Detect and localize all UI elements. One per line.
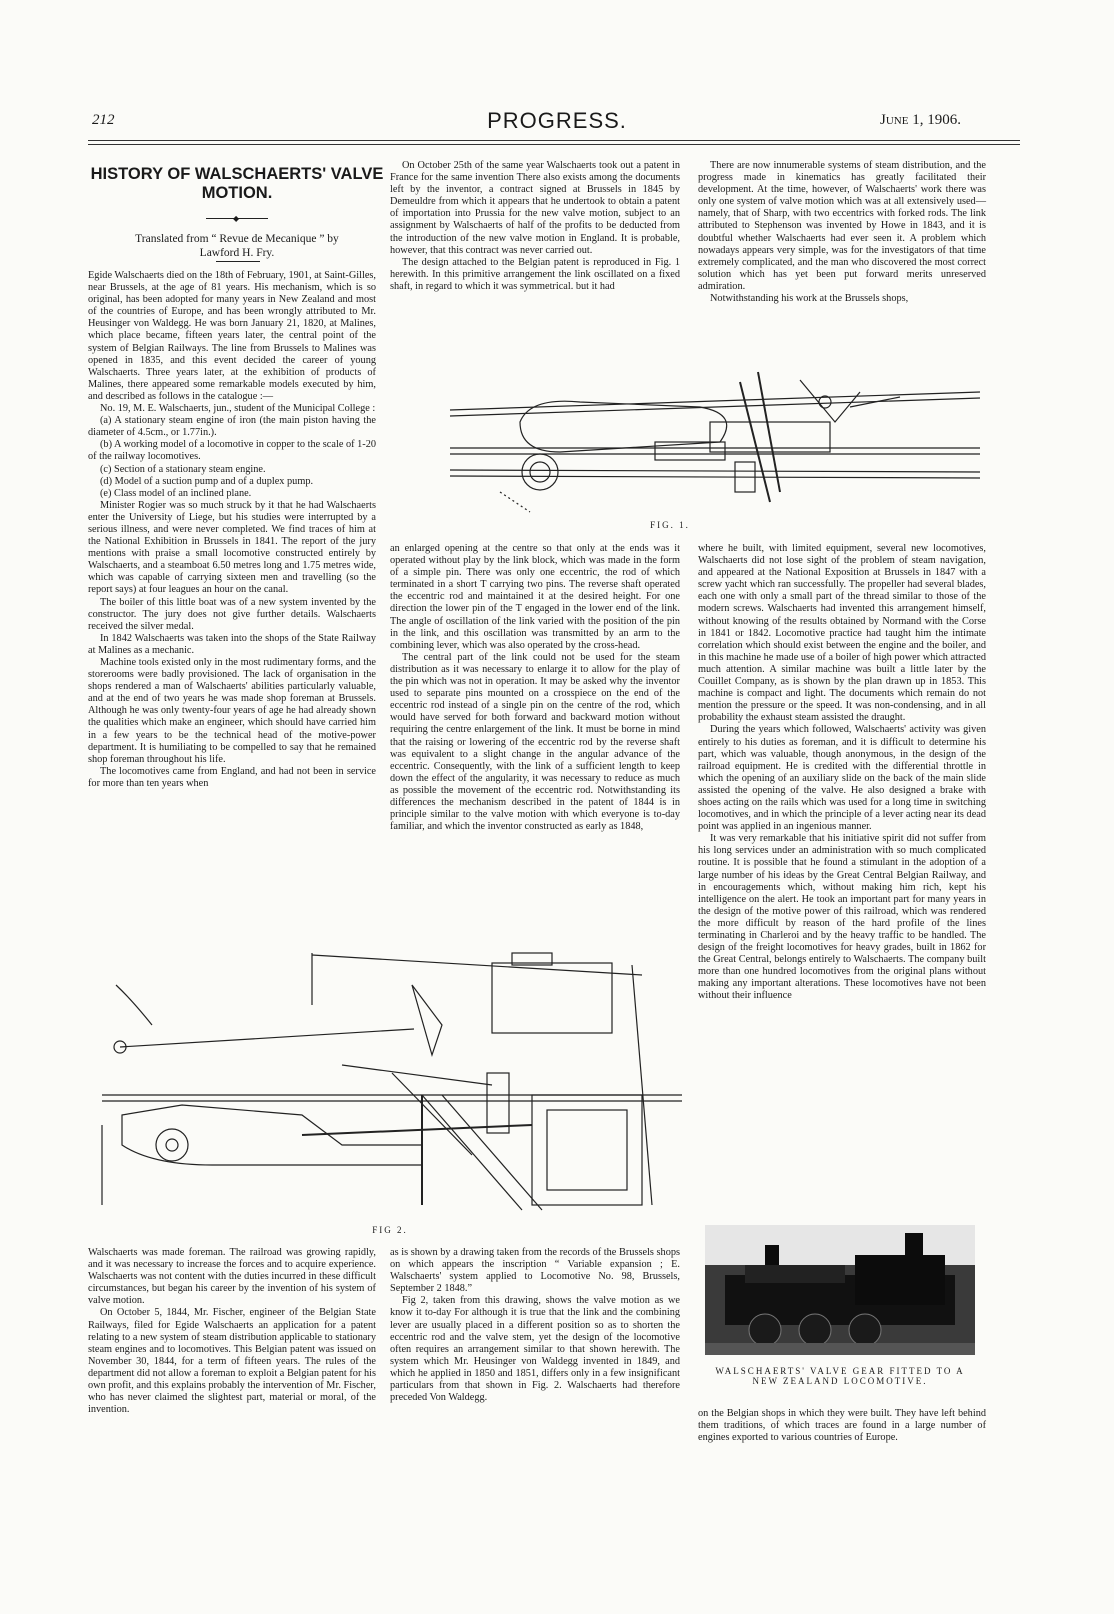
header-rule-double bbox=[88, 144, 1020, 145]
list-item: (c) Section of a stationary steam engine. bbox=[100, 463, 266, 475]
column-2-mid bbox=[390, 543, 680, 833]
paragraph: Notwithstanding his work at the Brussels shops, bbox=[710, 293, 909, 305]
paragraph: Machine tools existed only in the most rudimentary forms, and the storerooms were badly provisioned. The lack of organisation in the shops rendered a man of Walschaerts' abilities particularly valuable, and at the end of two years he was made shop foreman at Brussels. Although he was only twenty-four years of age he had already shown the qualities which make an engineer, which should have carried him in a few years to be the technical head of the motive-power department. It is humiliating to be compelled to say that he remained shop foreman throughout his life. bbox=[88, 657, 376, 765]
paragraph: Egide Walschaerts died on the 18th of February, 1901, at Saint-Gilles, near Brussels, at the age of 81 years. His mechanism, which is so original, has been adopted for many years in New Zealand and most of the countries of Europe, and has been wrongly attributed to Mr. Heusinger von Waldegg. He was born January 21, 1820, at Malines, which place became, fifteen years later, the central point of the system of Belgian Railways. The line from Brussels to Malines was opened in 1835, and this event decided the career of young Walschaerts. Three years later, at the exhibition of products of Malines, there appeared some remarkable models executed by him, and described as follows in the catalogue :— bbox=[88, 270, 376, 402]
byline-source: Translated from “ Revue de Mecanique ” by bbox=[135, 233, 339, 245]
list-item: (a) A stationary steam engine of iron (the main piston having the diameter of 4.5cm., or 1.77in.). bbox=[88, 415, 376, 439]
article-byline bbox=[88, 232, 386, 260]
paragraph: On October 25th of the same year Walschaerts took out a patent in France for the same invention There also exists among the documents left by the inventor, a contract signed at Brussels in 1845 by Demeuldre from which it appears that he undertook to obtain a patent of importation into Prussia for the new valve motion, subject to an assignment by Walschaerts of half of the profits to be deducted from the introduction of the new valve motion in England. It is probable, however, that this contract was never carried out. bbox=[390, 160, 680, 256]
running-title: PROGRESS. bbox=[487, 108, 627, 133]
photo-caption-line-2: NEW ZEALAND LOCOMOTIVE. bbox=[752, 1376, 928, 1386]
fig-1-caption: FIG. 1. bbox=[650, 520, 690, 530]
paragraph: On October 5, 1844, Mr. Fischer, engineer of the Belgian State Railways, filed for Egide Walschaerts an application for a patent relating to a new system of steam distribution applicable to stationary steam engines and to locomotives. This Belgian patent was issued on November 30, 1844, for a term of fifteen years. The rules of the department did not allow a foreman to exploit a Belgian patent for his own profit, and this explains probably the intervention of Mr. Fischer, who has never claimed the slightest part, material or moral, of the invention. bbox=[88, 1307, 376, 1416]
list-item: (d) Model of a suction pump and of a duplex pump. bbox=[100, 475, 314, 487]
column-1-top bbox=[88, 270, 376, 790]
paragraph: No. 19, M. E. Walschaerts, jun., student of the Municipal College : bbox=[100, 403, 376, 415]
paragraph: There are now innumerable systems of steam distribution, and the progress made in kinematics has greatly facilitated their development. At the time, however, of Walschaerts' work there was only one system of valve motion which was at all extensively used—namely, that of Sharp, with two eccentrics with forked rods. The link attributed to Stephenson was invented by Howe in 1843, and it is doubtful whether Walschaerts had ever seen it. A problem which nowadays appears very simple, was for the investigators of that time extremely complicated, and the man who discovered the most correct solution which has yet been put forward merits unreserved admiration. bbox=[698, 160, 986, 292]
photo-caption bbox=[700, 1366, 980, 1386]
paragraph: Fig 2, taken from this drawing, shows the valve motion as we know it to-day For although it is true that the link and the combining lever are usually placed in a different position so as to shorten the eccentric rod and the valve stem, yet the design of the locomotive often requires an arrangement similar to that shown herewith. The system which Mr. Heusinger von Waldegg invented in 1849, and which he applied in 1850 and 1851, differs only in a few insignificant particulars from that shown in Fig. 2. Walschaerts had therefore preceded Von Waldegg. bbox=[390, 1295, 680, 1404]
issue-date: June 1, 1906. bbox=[880, 112, 961, 128]
paragraph: where he built, with limited equipment, several new locomotives, Walschaerts did not lose sight of the problem of steam navigation, and appeared at the National Exposition at Brussels in 1847 with a screw yacht which ran successfully. The propeller had several blades, each one with only a small part of the thread similar to those of the modern screws. Walschaerts had invented this arrangement himself, without knowing of the results obtained by Normand with the Corse in 1841 or 1842. Locomotive practice had taught him the intimate correlation which should exist between the engine and the boiler, and in this machine he made use of a boiler of high power which attracted much attention. A similar machine was built a little later by the Couillet Company, as is shown by the plan drawn up in 1853. This machine is compact and light. The documents which remain do not mention the pressure or the speed. It was non-condensing, and in all probability the exhaust steam assisted the draught. bbox=[698, 543, 986, 724]
paragraph: as is shown by a drawing taken from the records of the Brussels shops on which appears the inscription “ Variable expansion ; E. Walschaerts' system applied to Locomotive No. 98, Brussels, September 2 1848.” bbox=[390, 1247, 680, 1295]
paragraph: an enlarged opening at the centre so that only at the ends was it operated without play by the link block, which was made in the form of a simple pin. There was only one eccentric, the rod of which terminated in a short T carrying two pins. The reverse shaft operated the eccentric rod and maintained it at the desired height. For one direction the lower pin of the T engaged in the lower end of the link. The angle of oscillation of the link varied with the position of the pin in the link, and this oscillation was transmitted by an arm to the combining lever, which was also operated by the cross-head. bbox=[390, 543, 680, 651]
paragraph: on the Belgian shops in which they were built. They have left behind them traditions, of which traces are found in a large number of engines exported to various countries of Europe. bbox=[698, 1408, 986, 1444]
paragraph: Minister Rogier was so much struck by it that he had Walschaerts enter the University of Liege, but his studies were interrupted by a serious illness, and were never completed. We find traces of him at the National Exhibition in Brussels in 1841. The report of the jury mentions with praise a small locomotive constructed entirely by Walschaerts, and a steamboat 6.50 metres long and 1.75 metres wide, which was capable of carrying sixteen men and travelling (so the report says) at four leagues an hour on the canal. bbox=[88, 499, 376, 596]
article-title: HISTORY OF WALSCHAERTS' VALVE MOTION. bbox=[90, 165, 384, 202]
fig-2-drawing bbox=[92, 945, 688, 1220]
ornament-diamond: ◆ bbox=[233, 214, 240, 223]
photo-caption-line-1: WALSCHAERTS' VALVE GEAR FITTED TO A bbox=[715, 1366, 965, 1376]
paragraph: Walschaerts was made foreman. The railroad was growing rapidly, and it was necessary to increase the forces and to acquire experience. Walschaerts was not content with the duties incurred in these difficult circumstances, but began his career by the invention of his system of valve motion. bbox=[88, 1247, 376, 1307]
paragraph: The locomotives came from England, and had not been in service for more than ten years when bbox=[88, 765, 376, 789]
paragraph: The design attached to the Belgian patent is reproduced in Fig. 1 herewith. In this primitive arrangement the link oscillated on a fixed shaft, in regard to which it was symmetrical. but it had bbox=[390, 256, 680, 292]
column-1-bottom bbox=[88, 1247, 376, 1416]
fig-2-caption: FIG 2. bbox=[372, 1225, 408, 1235]
paragraph: In 1842 Walschaerts was taken into the shops of the State Railway at Malines as a mechanic. bbox=[88, 632, 376, 656]
list-item: (b) A working model of a locomotive in copper to the scale of 1-20 of the railway locomotives. bbox=[88, 439, 376, 463]
column-3-mid bbox=[698, 543, 986, 1003]
locomotive-photo bbox=[705, 1225, 975, 1355]
column-3-top bbox=[698, 160, 986, 305]
paragraph: It was very remarkable that his initiative spirit did not suffer from his long services under an administration with so much complicated routine. It is possible that he found a stimulant in the adoption of a large number of his ideas by the Great Central Belgian Railway, and in encouragements which, without making him rich, kept his intelligence on the alert. He took an important part for many years in the design of the motive power of this railroad, which was rendered the more difficult by reason of the hard profile of the lines terminating in Charleroi and by the heavy traffic to be handled. The design of the freight locomotives for heavy grades, built in 1862 for the Great Central, belongs entirely to Walschaerts. The company built more than one hundred locomotives from the original plans without making any important alterations. These locomotives have not been without their influence bbox=[698, 833, 986, 1002]
paragraph: The central part of the link could not be used for the steam distribution as it was necessary to enlarge it to allow for the play of the pin which was not in operation. It may be asked why the inventor used to separate pins mounted on a crosspiece on the end of the eccentric rod instead of a single pin on the centre of the rod, which would have served for both forward and backward motion without requiring the centre enlargement of the link. It must be borne in mind that the raising or lowering of the eccentric rod by the reverse shaft was equivalent to a slight change in the angular advance of the eccentric. Consequently, with the link of a sufficient length to keep down the effect of the angularity, it was necessary to reduce as much as possible the movement of the eccentric rod. Notwithstanding its differences the mechanism described in the patent of 1844 is in principle similar to the valve motion with which everyone is to-day familiar, and which the inventor constructed as early as 1848, bbox=[390, 651, 680, 833]
byline-translator: Lawford H. Fry. bbox=[199, 247, 275, 259]
column-2-bottom bbox=[390, 1247, 680, 1404]
header-rule bbox=[88, 140, 1020, 141]
paragraph: During the years which followed, Walschaerts' activity was given entirely to his duties as foreman, and it is difficult to determine his part, which was valuable, though anonymous, in the design of the railroad equipment. He is credited with the differential throttle in which the opening of an auxiliary slide on the back of the main slide assisted the opening of the valve. He also designed a brake with shoes acting on the rails which was used for a long time in switching locomotives, and in which the principle of a lever acting near its dead point was applied in an ingenious manner. bbox=[698, 724, 986, 833]
fig-1-drawing bbox=[440, 352, 1000, 517]
paragraph: The boiler of this little boat was of a new system invented by the constructor. The jury does not give further details. Walschaerts received the silver medal. bbox=[88, 596, 376, 632]
byline-rule bbox=[216, 261, 260, 262]
list-item: (e) Class model of an inclined plane. bbox=[100, 487, 252, 499]
column-2-top bbox=[390, 160, 680, 293]
page-number: 212 bbox=[92, 112, 115, 128]
column-3-bottom bbox=[698, 1408, 986, 1444]
